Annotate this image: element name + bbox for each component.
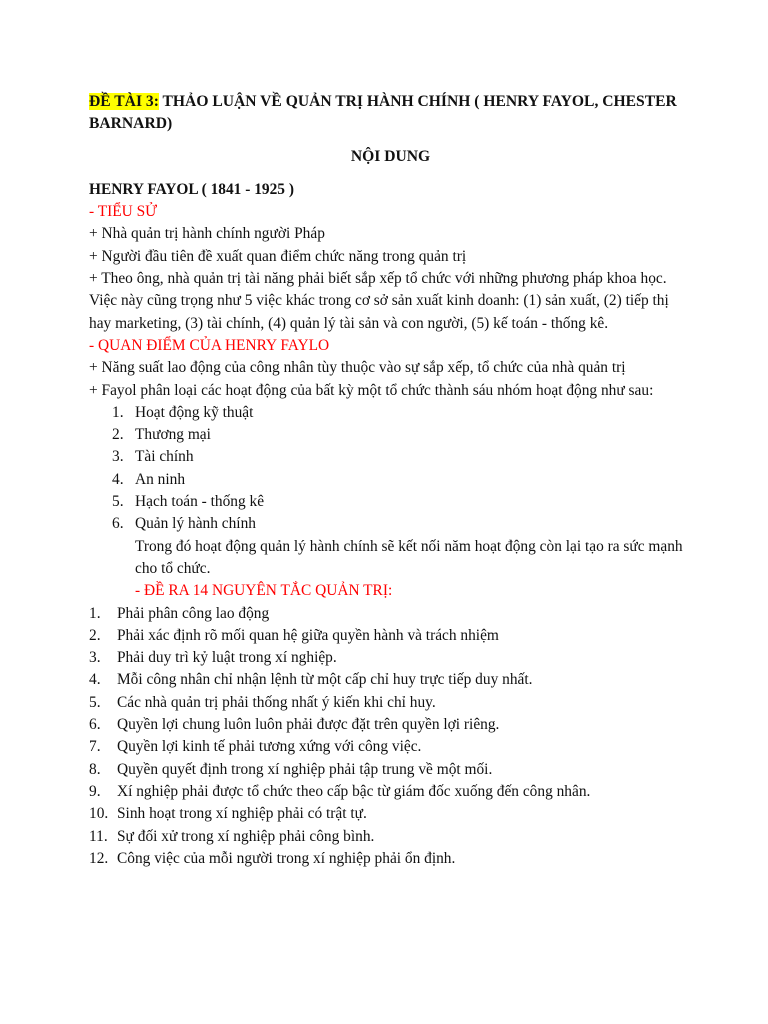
- list-text: Sự đối xử trong xí nghiệp phải công bình.: [117, 827, 375, 845]
- activity-note: Trong đó hoạt động quản lý hành chính sẽ kết nối năm hoạt động còn lại tạo ra sức mạnh cho tổ chức.: [135, 537, 683, 577]
- list-number: 2.: [112, 426, 124, 444]
- principles-list: [89, 603, 692, 871]
- list-text: Phải duy trì kỷ luật trong xí nghiệp.: [117, 649, 337, 667]
- viewpoint-item: + Năng suất lao động của công nhân tùy thuộc vào sự sắp xếp, tổ chức của nhà quản trị: [89, 359, 626, 377]
- list-number: 2.: [89, 626, 101, 644]
- list-number: 3.: [89, 649, 101, 667]
- list-text: Sinh hoạt trong xí nghiệp phải có trật tự.: [117, 805, 367, 823]
- list-item: [89, 446, 692, 468]
- list-number: 7.: [89, 738, 101, 756]
- list-text: Thương mại: [135, 426, 211, 444]
- list-number: 1.: [112, 403, 124, 421]
- list-item: [89, 402, 692, 424]
- list-text: Quyền quyết định trong xí nghiệp phải tập trung về một mối.: [117, 760, 493, 778]
- list-item: [89, 692, 692, 714]
- list-number: 6.: [89, 716, 101, 734]
- list-item: [89, 736, 692, 758]
- list-number: 5.: [89, 693, 101, 711]
- document-title: [89, 91, 692, 136]
- list-item: [89, 625, 692, 647]
- list-text: Quyền lợi chung luôn luôn phải được đặt trên quyền lợi riêng.: [117, 716, 500, 734]
- list-item: [89, 714, 692, 736]
- list-text: Xí nghiệp phải được tổ chức theo cấp bậc từ giám đốc xuống đến công nhân.: [117, 782, 591, 800]
- list-number: 5.: [112, 493, 124, 511]
- viewpoint-item: + Fayol phân loại các hoạt động của bất kỳ một tổ chức thành sáu nhóm hoạt động như sau:: [89, 381, 654, 399]
- list-number: 4.: [112, 470, 124, 488]
- list-text: Hoạt động kỹ thuật: [135, 403, 254, 421]
- list-item: [89, 803, 692, 825]
- list-number: 12.: [89, 849, 109, 867]
- list-number: 9.: [89, 782, 101, 800]
- section-heading: NỘI DUNG: [350, 147, 431, 165]
- list-number: 4.: [89, 671, 101, 689]
- list-text: Công việc của mỗi người trong xí nghiệp phải ổn định.: [117, 849, 456, 867]
- list-item: [89, 826, 692, 848]
- list-number: 1.: [89, 604, 101, 622]
- list-item: [89, 469, 692, 491]
- activity-list: [89, 402, 692, 536]
- list-item: [89, 424, 692, 446]
- bio-item: + Nhà quản trị hành chính người Pháp: [89, 225, 325, 243]
- viewpoint-heading: - QUAN ĐIỂM CỦA HENRY FAYLO: [89, 336, 330, 354]
- list-text: Quyền lợi kinh tế phải tương xứng với công việc.: [117, 738, 422, 756]
- bio-item: + Người đầu tiên đề xuất quan điểm chức năng trong quản trị: [89, 247, 467, 265]
- list-text: Mỗi công nhân chỉ nhận lệnh từ một cấp chỉ huy trực tiếp duy nhất.: [117, 671, 533, 689]
- list-text: Tài chính: [135, 448, 194, 466]
- bio-item: + Theo ông, nhà quản trị tài năng phải biết sắp xếp tổ chức với những phương pháp khoa học. Việc này cũng trọng như 5 việc khác trong cơ sở sản xuất kinh doanh: (1) sản xuất, (2) tiếp thị hay marketing, (3) tài chính, (4) quản lý tài sản và con người, (5) kế toán - thống kê.: [89, 270, 669, 332]
- list-text: Phải phân công lao động: [117, 604, 270, 622]
- title-label-highlighted: ĐỀ TÀI 3:: [89, 93, 159, 110]
- list-item: [89, 669, 692, 691]
- list-item: [89, 759, 692, 781]
- list-text: Phải xác định rõ mối quan hệ giữa quyền hành và trách nhiệm: [117, 626, 499, 644]
- title-text: THẢO LUẬN VỀ QUẢN TRỊ HÀNH CHÍNH ( HENRY FAYOL, CHESTER BARNARD): [89, 93, 677, 133]
- list-item: [89, 647, 692, 669]
- list-item: [89, 491, 692, 513]
- list-item: [89, 848, 692, 870]
- list-text: An ninh: [135, 470, 186, 488]
- list-number: 6.: [112, 515, 124, 533]
- list-number: 11.: [89, 827, 108, 845]
- person-heading: HENRY FAYOL ( 1841 - 1925 ): [89, 180, 294, 198]
- bio-heading: - TIỂU SỬ: [89, 203, 158, 221]
- list-text: Quản lý hành chính: [135, 515, 256, 533]
- principles-heading: - ĐỀ RA 14 NGUYÊN TẮC QUẢN TRỊ:: [135, 582, 393, 600]
- list-item: [89, 513, 692, 535]
- list-number: 10.: [89, 805, 109, 823]
- list-item: [89, 781, 692, 803]
- list-number: 8.: [89, 760, 101, 778]
- list-item: [89, 603, 692, 625]
- list-number: 3.: [112, 448, 124, 466]
- list-text: Hạch toán - thống kê: [135, 493, 265, 511]
- list-text: Các nhà quản trị phải thống nhất ý kiến khi chỉ huy.: [117, 693, 436, 711]
